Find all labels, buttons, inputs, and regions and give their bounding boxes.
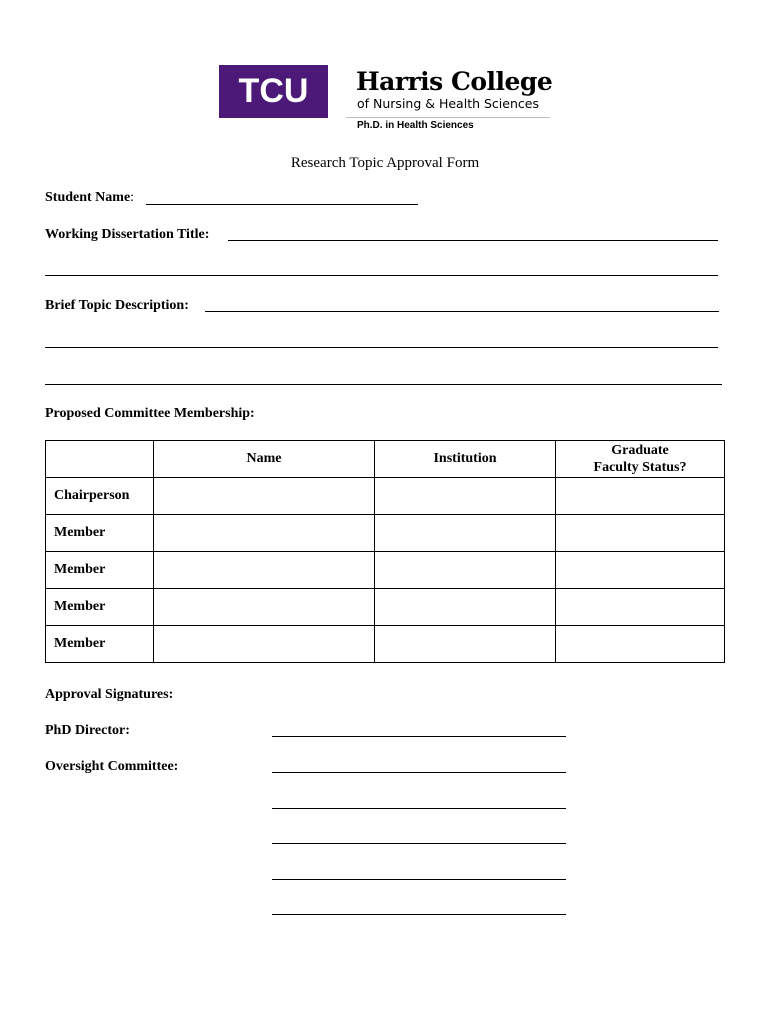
approval-signatures-heading: Approval Signatures: xyxy=(45,687,174,702)
name-cell[interactable] xyxy=(154,589,375,626)
oversight-committee-signature-line-3[interactable] xyxy=(272,843,566,844)
institution-cell[interactable] xyxy=(375,626,556,663)
institution-cell[interactable] xyxy=(375,552,556,589)
table-row xyxy=(46,589,725,626)
status-cell[interactable] xyxy=(556,515,725,552)
oversight-committee-label: Oversight Committee: xyxy=(45,759,179,774)
name-cell[interactable] xyxy=(154,626,375,663)
committee-table xyxy=(45,440,725,663)
topic-description-label: Brief Topic Description: xyxy=(45,298,189,313)
name-cell[interactable] xyxy=(154,552,375,589)
topic-description-field[interactable] xyxy=(205,311,719,312)
student-name-label: Student Name: xyxy=(45,190,135,205)
form-title: Research Topic Approval Form xyxy=(290,155,480,171)
table-row xyxy=(46,478,725,515)
phd-director-signature-line[interactable] xyxy=(272,736,566,737)
column-header-role xyxy=(46,441,154,478)
column-header-institution: Institution xyxy=(375,441,556,478)
committee-label: Proposed Committee Membership: xyxy=(45,406,255,421)
institution-cell[interactable] xyxy=(375,515,556,552)
status-cell[interactable] xyxy=(556,552,725,589)
oversight-committee-signature-line-2[interactable] xyxy=(272,808,566,809)
table-row xyxy=(46,626,725,663)
row-role: Member xyxy=(46,626,154,663)
header-divider xyxy=(346,117,550,118)
status-cell[interactable] xyxy=(556,478,725,515)
column-header-graduate-faculty-status: Graduate Faculty Status? xyxy=(556,441,725,478)
dissertation-title-label: Working Dissertation Title: xyxy=(45,227,210,242)
college-name: Harris College xyxy=(356,67,553,96)
row-role: Chairperson xyxy=(46,478,154,515)
program-name: Ph.D. in Health Sciences xyxy=(357,120,474,131)
row-role: Member xyxy=(46,552,154,589)
dissertation-title-field-line-2[interactable] xyxy=(45,275,718,276)
name-cell[interactable] xyxy=(154,515,375,552)
table-row xyxy=(46,552,725,589)
table-row xyxy=(46,515,725,552)
student-name-field[interactable] xyxy=(146,204,418,205)
oversight-committee-signature-line-1[interactable] xyxy=(272,772,566,773)
row-role: Member xyxy=(46,589,154,626)
topic-description-field-line-2[interactable] xyxy=(45,347,718,348)
row-role: Member xyxy=(46,515,154,552)
oversight-committee-signature-line-5[interactable] xyxy=(272,914,566,915)
institution-cell[interactable] xyxy=(375,589,556,626)
phd-director-label: PhD Director: xyxy=(45,723,130,738)
name-cell[interactable] xyxy=(154,478,375,515)
status-cell[interactable] xyxy=(556,589,725,626)
table-header-row xyxy=(46,441,725,478)
oversight-committee-signature-line-4[interactable] xyxy=(272,879,566,880)
column-header-name: Name xyxy=(154,441,375,478)
status-cell[interactable] xyxy=(556,626,725,663)
dissertation-title-field[interactable] xyxy=(228,240,718,241)
institution-cell[interactable] xyxy=(375,478,556,515)
tcu-logo-text: TCU xyxy=(238,72,309,110)
college-subtitle: of Nursing & Health Sciences xyxy=(357,96,539,111)
topic-description-field-line-3[interactable] xyxy=(45,384,722,385)
